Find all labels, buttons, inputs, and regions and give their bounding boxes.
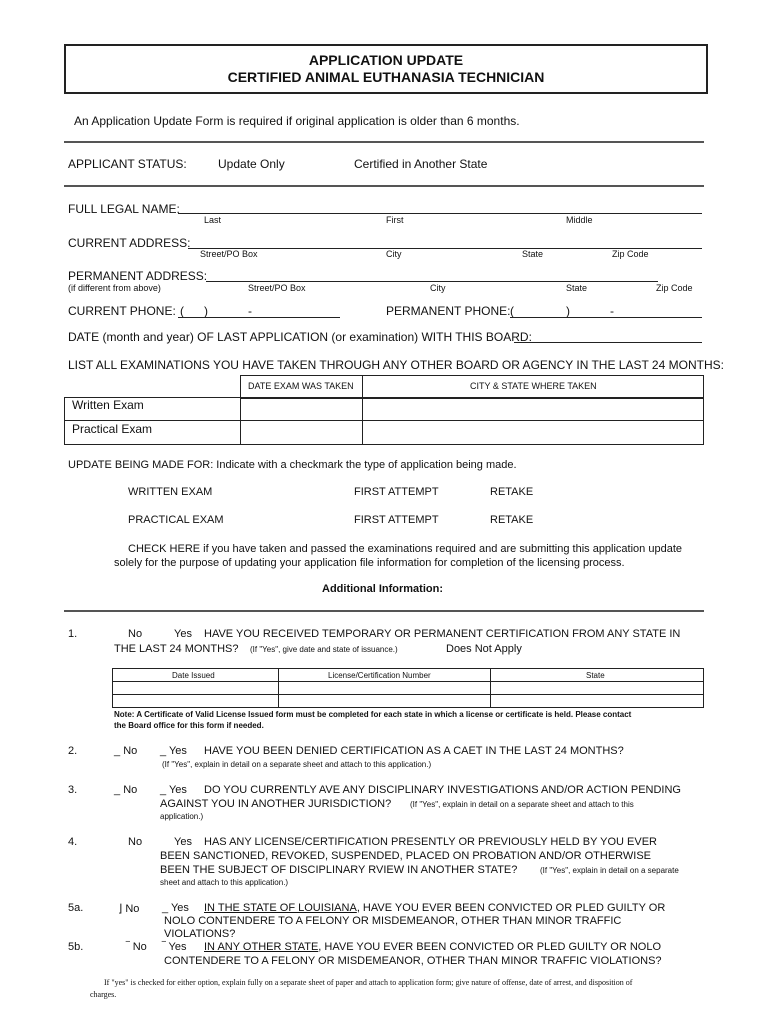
cert-row-2-state-cell[interactable] <box>492 696 700 705</box>
question-1-no-option[interactable]: No <box>128 628 143 640</box>
divider <box>112 681 703 682</box>
footer-instructions: If "yes" is checked for either option, explain fully on a separate sheet of paper and attach to application form; give nature of offense, date of arrest, and disposition of <box>104 978 633 987</box>
question-4-note: (If "Yes", explain in detail on a separate <box>540 866 679 875</box>
practical-exam-row-label: Practical Exam <box>72 422 153 436</box>
question-1-text: HAVE YOU RECEIVED TEMPORARY OR PERMANENT CERTIFICATION FROM ANY STATE IN <box>204 628 681 640</box>
license-number-column-header: License/Certification Number <box>328 671 431 680</box>
question-3-note-cont: application.) <box>160 812 204 821</box>
permanent-state-caption: State <box>566 283 588 293</box>
divider <box>490 668 491 707</box>
question-5b-no-option[interactable]: ‾ No <box>126 941 147 953</box>
current-phone-paren-close: ) <box>204 304 208 318</box>
name-last-caption: Last <box>204 215 222 225</box>
additional-info-heading: Additional Information: <box>322 583 443 595</box>
written-first-attempt-option[interactable]: FIRST ATTEMPT <box>354 486 439 498</box>
question-5a-text-cont2: VIOLATIONS? <box>164 928 236 940</box>
update-written-exam-option[interactable]: WRITTEN EXAM <box>128 486 213 498</box>
cert-row-2-number-cell[interactable] <box>280 696 488 705</box>
question-5b-yes-option[interactable]: ‾ Yes <box>162 941 187 953</box>
question-5a-no-option[interactable]: ⌋ No <box>118 903 140 915</box>
question-5b-text-rest: , HAVE YOU EVER BEEN CONVICTED OR PLED GUILTY OR NOLO <box>318 941 662 953</box>
question-4-note-cont: sheet and attach to this application.) <box>160 878 289 887</box>
question-5a-text-cont1: NOLO CONTENDERE TO A FELONY OR MISDEMEANOR, OTHER THAN MINOR TRAFFIC <box>164 915 622 927</box>
divider <box>362 375 363 398</box>
form-title-line2: CERTIFIED ANIMAL EUTHANASIA TECHNICIAN <box>227 69 545 85</box>
current-state-caption: State <box>522 249 544 259</box>
full-legal-name-label: FULL LEGAL NAME: <box>68 202 180 216</box>
divider <box>64 141 704 143</box>
question-5a-underlined: IN THE STATE OF LOUISIANA <box>204 902 357 914</box>
question-3-text-cont: AGAINST YOU IN ANOTHER JURISDICTION? <box>160 798 392 810</box>
does-not-apply-option[interactable]: Does Not Apply <box>446 643 522 655</box>
question-2-yes-label: Yes <box>168 745 187 757</box>
update-practical-exam-option[interactable]: PRACTICAL EXAM <box>128 514 224 526</box>
update-for-label: UPDATE BEING MADE FOR: Indicate with a checkmark the type of application being made. <box>68 459 517 471</box>
question-3-number: 3. <box>68 784 78 796</box>
check-here-text: solely for the purpose of updating your application file information for completion of the licensing process. <box>114 557 625 569</box>
divider <box>112 694 703 695</box>
last-application-date-field[interactable] <box>514 342 702 343</box>
exams-heading: LIST ALL EXAMINATIONS YOU HAVE TAKEN THROUGH ANY OTHER BOARD OR AGENCY IN THE LAST 24 MONTHS: <box>68 358 724 372</box>
permanent-phone-paren-open: ( <box>510 304 514 318</box>
divider <box>278 668 279 707</box>
current-phone-field[interactable] <box>178 317 340 318</box>
certificate-note-cont: the Board office for this form if needed. <box>114 721 264 730</box>
applicant-status-label: APPLICANT STATUS: <box>68 157 187 171</box>
certificate-note: Note: A Certificate of Valid License Issued form must be completed for each state in which a license or certificate is held. Please contact <box>114 710 632 719</box>
current-street-caption: Street/PO Box <box>200 249 258 259</box>
question-4-text-cont1: BEEN SANCTIONED, REVOKED, SUSPENDED, PLACED ON PROBATION AND/OR OTHERWISE <box>160 850 652 862</box>
question-5a-no-label: No <box>125 903 140 915</box>
intro-text: An Application Update Form is required if original application is older than 6 months. <box>74 114 520 128</box>
date-issued-column-header: Date Issued <box>172 671 215 680</box>
question-5a-text-rest: , HAVE YOU EVER BEEN CONVICTED OR PLED GUILTY OR <box>356 902 666 914</box>
question-3-yes-label: Yes <box>168 784 187 796</box>
practical-exam-date-cell[interactable] <box>242 423 360 441</box>
question-5b-underlined: IN ANY OTHER STATE <box>204 941 319 953</box>
form-title-line1: APPLICATION UPDATE <box>308 52 464 68</box>
current-phone-label: CURRENT PHONE: <box>68 304 176 318</box>
practical-first-attempt-option[interactable]: FIRST ATTEMPT <box>354 514 439 526</box>
footer-instructions-cont: charges. <box>90 990 117 999</box>
written-exam-row-label: Written Exam <box>72 398 144 412</box>
current-city-caption: City <box>386 249 402 259</box>
question-2-text: HAVE YOU BEEN DENIED CERTIFICATION AS A CAET IN THE LAST 24 MONTHS? <box>204 745 624 757</box>
divider <box>362 397 363 444</box>
question-1-yes-option[interactable]: Yes <box>174 628 192 640</box>
permanent-phone-dash: - <box>610 304 614 318</box>
current-phone-paren-open: ( <box>180 304 184 318</box>
question-2-no-option[interactable]: _ No <box>114 745 138 757</box>
question-2-no-label: No <box>123 745 138 757</box>
exam-location-column-header: CITY & STATE WHERE TAKEN <box>470 381 597 391</box>
question-3-note: (If "Yes", explain in detail on a separate sheet and attach to this <box>410 800 634 809</box>
question-5b-text <box>204 941 661 953</box>
question-1-note: (If "Yes", give date and state of issuance.) <box>250 645 398 654</box>
state-column-header: State <box>586 671 605 680</box>
exam-date-column-header: DATE EXAM WAS TAKEN <box>248 381 354 391</box>
question-5b-number: 5b. <box>68 941 84 953</box>
question-4-number: 4. <box>68 836 78 848</box>
question-3-no-label: No <box>123 784 138 796</box>
question-3-yes-option[interactable]: _ Yes <box>160 784 187 796</box>
question-5b-text-cont: CONTENDERE TO A FELONY OR MISDEMEANOR, OTHER THAN MINOR TRAFFIC VIOLATIONS? <box>164 955 662 967</box>
question-2-note: (If "Yes", explain in detail on a separate sheet and attach to this application.) <box>162 760 432 769</box>
permanent-zip-caption: Zip Code <box>656 283 693 293</box>
last-application-label: DATE (month and year) OF LAST APPLICATION (or examination) WITH THIS BOARD: <box>68 330 532 344</box>
permanent-address-field[interactable] <box>206 281 658 282</box>
permanent-phone-field[interactable] <box>510 317 702 318</box>
question-5a-number: 5a. <box>68 902 84 914</box>
permanent-address-label: PERMANENT ADDRESS: <box>68 269 208 283</box>
question-5a-yes-label: Yes <box>170 902 189 914</box>
divider <box>240 397 241 444</box>
title-box <box>64 44 708 94</box>
divider <box>64 610 704 612</box>
name-first-caption: First <box>386 215 404 225</box>
question-5b-no-label: No <box>132 941 147 953</box>
practical-exam-location-cell[interactable] <box>364 423 700 441</box>
current-address-label: CURRENT ADDRESS: <box>68 236 191 250</box>
written-exam-location-cell[interactable] <box>364 400 700 418</box>
permanent-phone-paren-close: ) <box>566 304 570 318</box>
question-4-text-cont2: BEEN THE SUBJECT OF DISCIPLINARY RVIEW IN ANOTHER STATE? <box>160 864 518 876</box>
current-zip-caption: Zip Code <box>612 249 649 259</box>
permanent-street-caption: Street/PO Box <box>248 283 306 293</box>
permanent-city-caption: City <box>430 283 446 293</box>
cert-row-2-date-cell[interactable] <box>114 696 276 705</box>
question-4-yes-option[interactable]: Yes <box>174 836 192 848</box>
practical-retake-option[interactable]: RETAKE <box>490 514 534 526</box>
current-phone-dash: - <box>248 304 252 318</box>
status-certified-other-state-option[interactable]: Certified in Another State <box>354 157 488 171</box>
question-4-no-option[interactable]: No <box>128 836 143 848</box>
permanent-phone-label: PERMANENT PHONE: <box>386 304 511 318</box>
question-5a-text <box>204 902 665 914</box>
permanent-address-note: (if different from above) <box>68 283 161 293</box>
cert-row-1-state-cell[interactable] <box>492 683 700 693</box>
check-here-option[interactable]: CHECK HERE if you have taken and passed the examinations required and are submitting this application update <box>128 543 682 555</box>
question-3-no-option[interactable]: _ No <box>114 784 138 796</box>
question-2-yes-option[interactable]: _ Yes <box>160 745 187 757</box>
cert-row-1-date-cell[interactable] <box>114 683 276 693</box>
question-1-number: 1. <box>68 628 78 640</box>
status-update-only-option[interactable]: Update Only <box>218 157 285 171</box>
cert-row-1-number-cell[interactable] <box>280 683 488 693</box>
question-2-number: 2. <box>68 745 78 757</box>
written-exam-date-cell[interactable] <box>242 400 360 418</box>
divider <box>64 185 704 187</box>
name-middle-caption: Middle <box>566 215 593 225</box>
question-4-text: HAS ANY LICENSE/CERTIFICATION PRESENTLY OR PREVIOUSLY HELD BY YOU EVER <box>204 836 657 848</box>
question-1-text-cont: THE LAST 24 MONTHS? <box>114 643 239 655</box>
question-5a-yes-option[interactable]: _ Yes <box>162 902 189 914</box>
question-3-text: DO YOU CURRENTLY AVE ANY DISCIPLINARY INVESTIGATIONS AND/OR ACTION PENDING <box>204 784 681 796</box>
divider <box>64 420 703 421</box>
written-retake-option[interactable]: RETAKE <box>490 486 534 498</box>
question-5b-yes-label: Yes <box>168 941 187 953</box>
full-legal-name-field[interactable] <box>178 213 702 214</box>
